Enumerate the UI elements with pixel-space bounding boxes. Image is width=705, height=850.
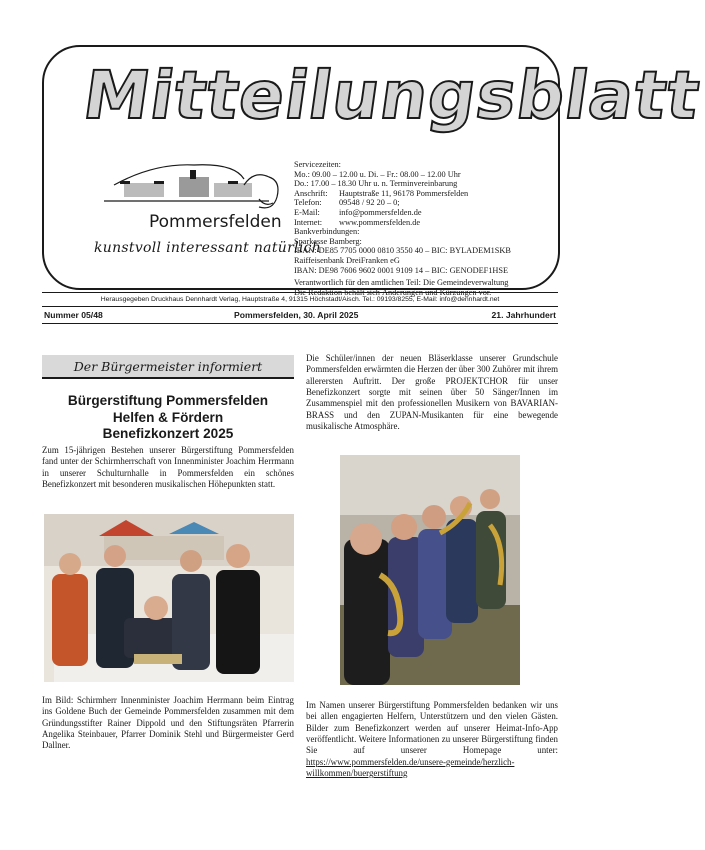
- headline-line-2: Helfen & Fördern: [112, 409, 224, 425]
- foundation-link[interactable]: https://www.pommersfelden.de/unsere-gemeinde/herzlich-willkommen/buergerstiftung: [306, 756, 515, 779]
- internet-label: Internet:: [294, 217, 323, 227]
- internet-value[interactable]: www.pommersfelden.de: [339, 217, 421, 227]
- bank1-iban: IBAN: DE85 7705 0000 0810 3550 40 – BIC: BYLADEM1SKB: [294, 246, 511, 256]
- children-brass-photo: [340, 455, 520, 685]
- header-divider-middle: [42, 306, 558, 307]
- issue-century: 21. Jahrhundert: [491, 310, 556, 320]
- headline-line-1: Bürgerstiftung Pommersfelden: [67, 393, 269, 408]
- article-headline: [42, 393, 294, 443]
- thanks-text: [306, 700, 558, 779]
- service-info: [294, 160, 594, 297]
- service-heading: Servicezeiten:: [294, 160, 341, 169]
- thanks-body: Im Namen unserer Bürgerstiftung Pommersfelden bedanken wir uns bei allen engagierten Helfern, Unterstützern und den vielen Gästen. Bilder zum Benefizkonzert werden auf unserer Heimat-Info-App veröffentlicht. Weitere Informationen zu unserer Bürgerstiftung finden Sie auf unserer Homepage unter:: [306, 700, 558, 756]
- service-hours-2: Do.: 17.00 – 18.30 Uhr u. n. Terminvereinbarung: [294, 179, 458, 189]
- email-row: [294, 208, 594, 218]
- address-row: [294, 189, 594, 199]
- email-label: E-Mail:: [294, 207, 320, 217]
- bank2-name: Raiffeisenbank DreiFranken eG: [294, 255, 400, 265]
- section-heading: Der Bürgermeister informiert: [42, 355, 294, 379]
- phone-label: Telefon:: [294, 198, 322, 208]
- service-hours-1: Mo.: 09.00 – 12.00 u. Di. – Fr.: 08.00 – 12.00 Uhr: [294, 169, 461, 179]
- article-right-text: Die Schüler/innen der neuen Bläserklasse unserer Grundschule Pommersfelden erwärmten die Herzen der über 300 Zuhörer mit ihrem allerersten Auftritt. Der große PROJEKTCHOR für unser Benefizkonzert sorgte mit seinen über 50 Sänger/Innen im Zusammenspiel mit den professionellen Musikern von BAVARIAN-BRASS und den ZUPAN-Musikanten für eine bewegende musikalische Atmosphäre.: [306, 353, 558, 432]
- issue-number: Nummer 05/48: [44, 310, 103, 320]
- masthead-box: [42, 45, 705, 290]
- logo-tagline: kunstvoll interessant natürlich: [94, 240, 322, 256]
- article-intro: Zum 15-jährigen Bestehen unserer Bürgerstiftung Pommersfelden fand unter der Schirmherrschaft von Innenminister Joachim Herrmann in unserer Schulturnhalle in Pommersfelden ein schönes Benefizkonzert mit besonderen musikalischen Höhepunkten statt.: [42, 445, 294, 490]
- header-divider-bottom: [42, 323, 558, 324]
- headline-line-3: Benefizkonzert 2025: [102, 426, 234, 441]
- bank-heading: Bankverbindungen:: [294, 227, 360, 237]
- logo-name: Pommersfelden: [149, 212, 282, 232]
- masthead-title: Mitteilungsblatt: [78, 57, 705, 134]
- address-value: Hauptstraße 11, 96178 Pommersfelden: [339, 188, 469, 198]
- header-divider-top: [42, 292, 558, 293]
- issue-place-date: Pommersfelden, 30. April 2025: [234, 310, 359, 320]
- group-photo: [44, 514, 294, 682]
- responsible-line-1: Verantwortlich für den amtlichen Teil: Die Gemeindeverwaltung: [294, 278, 509, 288]
- children-brass-photo-icon: [340, 455, 520, 685]
- bank1-name: Sparkasse Bamberg:: [294, 236, 362, 246]
- phone-row: [294, 198, 594, 208]
- bank2-iban: IBAN: DE98 7606 9602 0001 9109 14 – BIC: GENODEF1HSE: [294, 265, 509, 275]
- publisher-line: Herausgegeben Druckhaus Dennhardt Verlag, Hauptstraße 4, 91315 Höchstadt/Aisch. Tel.: 09193/8255, E-Mail: info@dennhardt.net: [100, 296, 500, 303]
- phone-value: 09548 / 92 20 – 0;: [339, 198, 400, 208]
- address-label: Anschrift:: [294, 188, 328, 198]
- group-photo-icon: [44, 514, 294, 682]
- internet-row: [294, 218, 594, 228]
- email-value[interactable]: info@pommersfelden.de: [339, 207, 422, 217]
- photo-caption: Im Bild: Schirmherr Innenminister Joachim Herrmann beim Eintrag ins Goldene Buch der Gemeinde Pommersfelden zusammen mit dem Gründungsstifter Rainer Dippold und den Stiftungsräten Pfarrerin Angelika Steinbauer, Pfarrer Dominik Stehl und Bürgermeister Gerd Dallner.: [42, 695, 294, 751]
